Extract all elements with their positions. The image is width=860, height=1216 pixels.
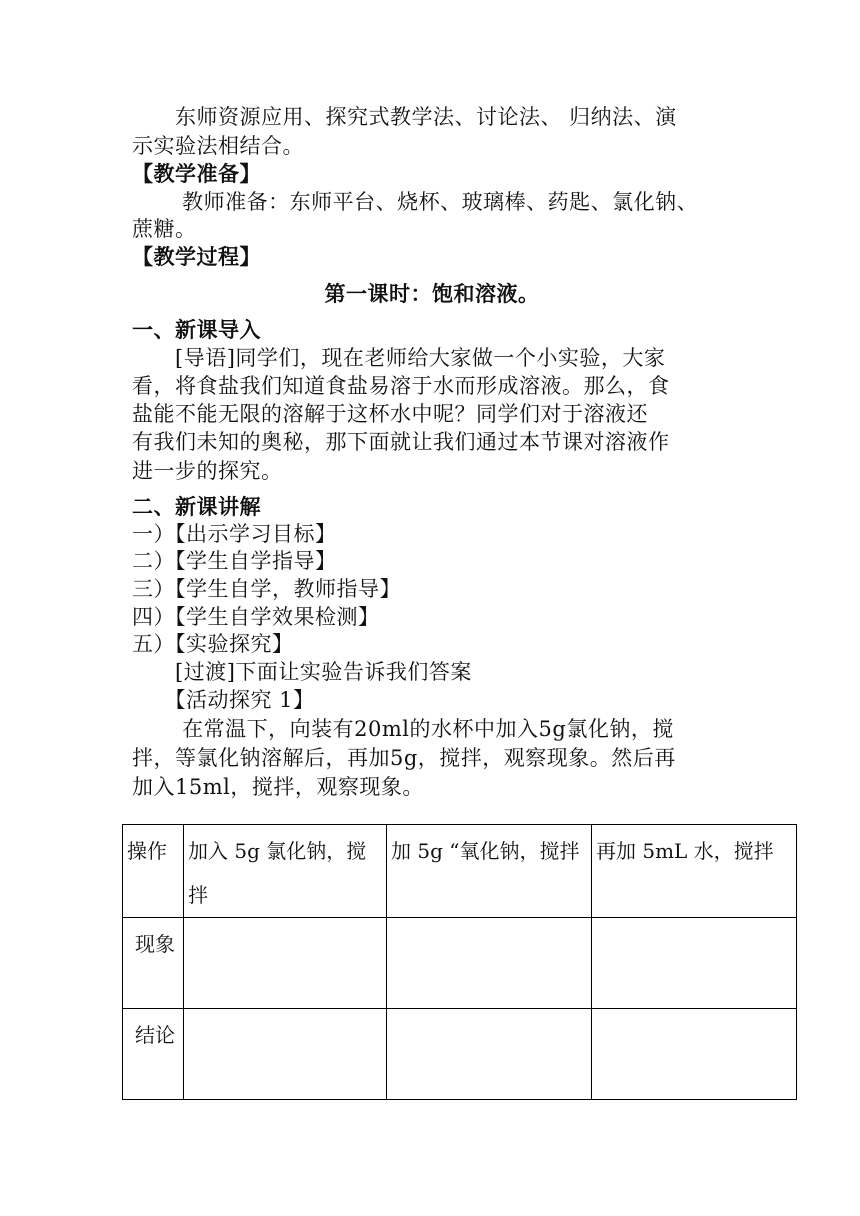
table-cell <box>184 1009 387 1100</box>
paragraph-prep-line2: 蔗糖。 <box>132 217 197 241</box>
table-row <box>123 1009 797 1100</box>
paragraph-intro-line2: 看，将食盐我们知道食盐易溶于水而形成溶液。那么，食 <box>132 374 670 398</box>
list-item-2: 二）【学生自学指导】 <box>132 549 337 573</box>
paragraph-intro-line1: [导语]同学们，现在老师给大家做一个小实验，大家 <box>132 346 666 370</box>
list-item-4: 四）【学生自学效果检测】 <box>132 605 380 629</box>
paragraph-intro-line4: 有我们未知的奥秘，那下面就让我们通过本节课对溶液作 <box>132 430 670 454</box>
paragraph-intro-line3: 盐能不能无限的溶解于这杯水中呢？同学们对于溶液还 <box>132 402 648 426</box>
table-cell <box>592 1009 797 1100</box>
table-cell <box>184 918 387 1009</box>
section-heading-lecture: 二、新课讲解 <box>132 494 261 519</box>
table-cell: 操作 <box>123 825 184 918</box>
table-cell: 加 5g “氧化钠，搅拌 <box>387 825 592 918</box>
paragraph-activity-line2: 拌，等氯化钠溶解后，再加5g，搅拌，观察现象。然后再 <box>132 746 676 770</box>
list-item-5: 五）【实验探究】 <box>132 632 294 656</box>
heading-teaching-prep: 【教学准备】 <box>132 161 261 186</box>
table-cell <box>592 918 797 1009</box>
lesson-title: 第一课时：饱和溶液。 <box>324 281 540 306</box>
paragraph-methods-line2: 示实验法相结合。 <box>132 134 304 158</box>
paragraph-activity-line1: 在常温下，向装有20ml的水杯中加入5g氯化钠，搅 <box>132 717 674 741</box>
heading-teaching-process: 【教学过程】 <box>132 244 261 269</box>
table-cell: 结论 <box>123 1009 184 1100</box>
paragraph-methods-line1: 东师资源应用、探究式教学法、讨论法、 归纳法、演 <box>132 105 677 129</box>
table-row <box>123 918 797 1009</box>
paragraph-intro-line5: 进一步的探究。 <box>132 459 283 483</box>
table-cell: 现象 <box>123 918 184 1009</box>
paragraph-prep-line1: 教师准备：东师平台、烧杯、玻璃棒、药匙、氯化钠、 <box>132 190 699 214</box>
table-cell: 加入 5g 氯化钠，搅拌 <box>184 825 387 918</box>
table-cell <box>387 918 592 1009</box>
list-item-1: 一）【出示学习目标】 <box>132 522 337 546</box>
table-cell <box>387 1009 592 1100</box>
table-header-row <box>123 825 797 918</box>
activity-heading: 【活动探究 1】 <box>132 688 315 712</box>
list-item-3: 三）【学生自学，教师指导】 <box>132 577 401 601</box>
section-heading-intro: 一、新课导入 <box>132 317 261 342</box>
paragraph-activity-line3: 加入15ml，搅拌，观察现象。 <box>132 775 424 799</box>
transition-line: [过渡]下面让实验告诉我们答案 <box>132 660 472 684</box>
experiment-table <box>122 824 797 1100</box>
table-cell: 再加 5mL 水，搅拌 <box>592 825 797 918</box>
